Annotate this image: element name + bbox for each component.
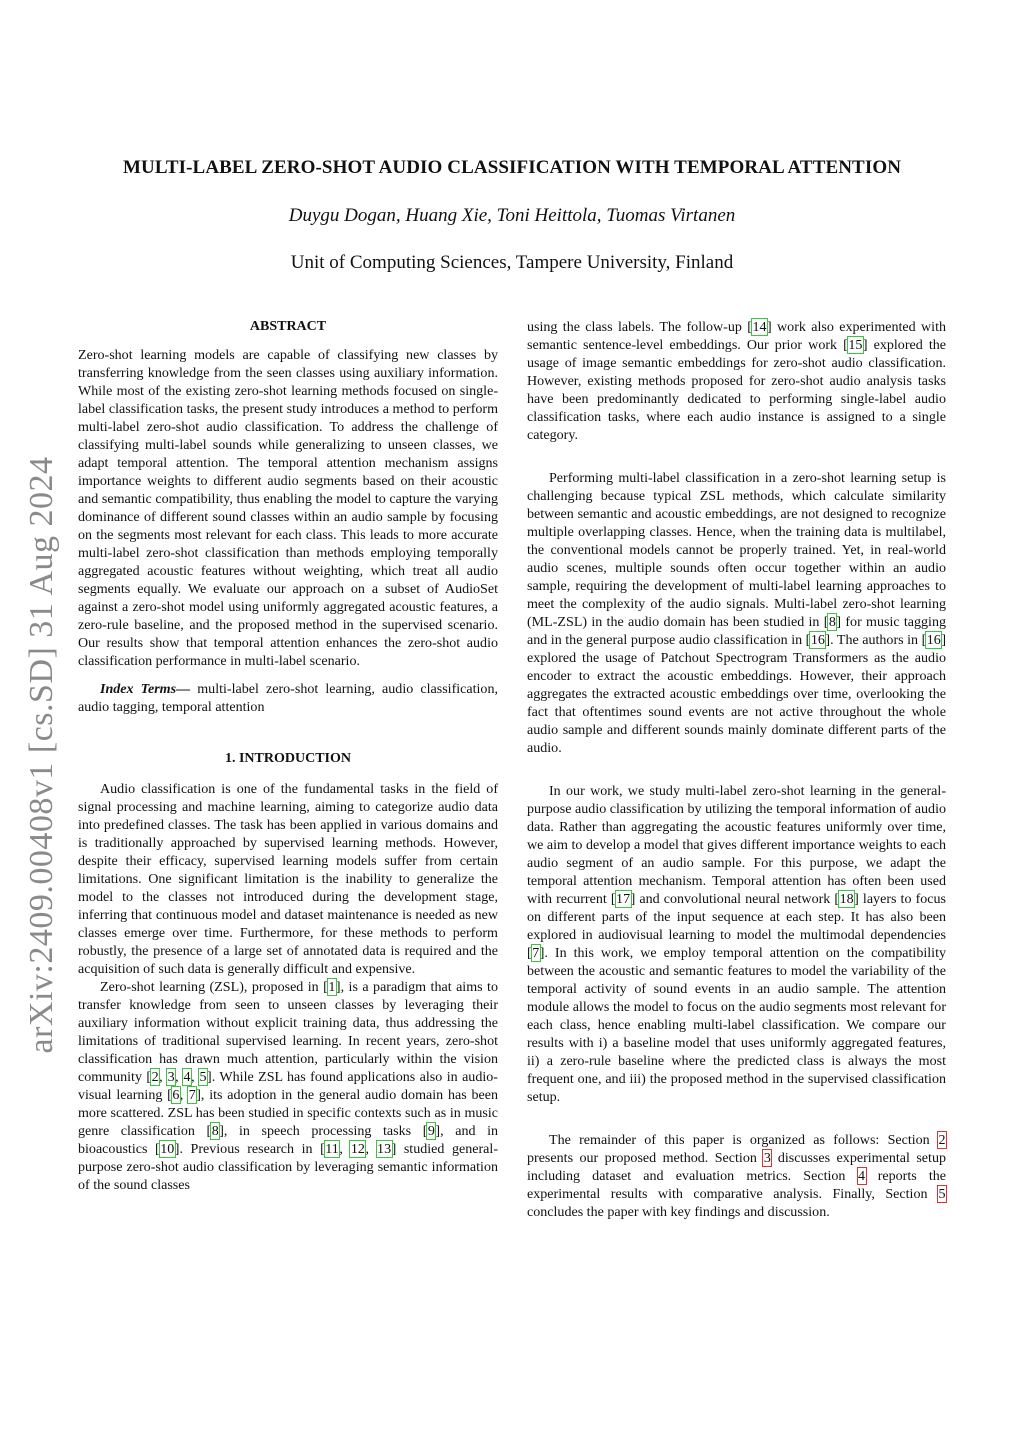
abstract-text: Zero-shot learning models are capable of classifying new classes by transferring knowledge from the seen classes using auxiliary information. While most of the existing zero-shot learning methods focused on single-label classification tasks, the present study introduces a method to perform multi-label zero-shot audio classification. To address the challenge of classifying multi-label sounds while generalizing to unseen classes, we adapt temporal attention. The temporal attention mechanism assigns importance weights to different audio segments based on their acoustic and semantic compatibility, thus enabling the model to capture the varying dominance of different sound classes within an audio sample by focusing on the segments most relevant for each class. This leads to more accurate multi-label zero-shot classification than methods employing temporally aggregated acoustic features without weighting, which treat all audio segments equally. We evaluate our approach on a subset of AudioSet against a zero-shot model using uniformly aggregated acoustic features, a zero-rule baseline, and the proposed method in the supervised scenario. Our results show that temporal attention enhances the zero-shot audio classification performance in multi-label scenario. — [78, 347, 498, 669]
citation-link[interactable]: 3 — [167, 1069, 175, 1085]
citation-link[interactable]: 18 — [839, 891, 854, 907]
arxiv-identifier-text: arXiv:2409.00408v1 [cs.SD] 31 Aug 2024 — [23, 456, 60, 1054]
paper-authors: Duygu Dogan, Huang Xie, Toni Heittola, Tuomas Virtanen — [288, 205, 736, 226]
arxiv-identifier-stamp — [12, 450, 72, 1060]
abstract-heading: ABSTRACT — [249, 319, 327, 334]
intro-paragraph-6: The remainder of this paper is organized as follows: Section 2 presents our proposed method. Section 3 discusses experimental setup including dataset and evaluation metrics. Section 4 reports the experimental results with comparative analysis. Finally, Section 5 concludes the paper with key findings and discussion. — [527, 1132, 946, 1220]
index-terms-text: multi-label zero-shot learning, audio classification, audio tagging, temporal attention — [78, 681, 498, 715]
citation-link[interactable]: 6 — [172, 1087, 180, 1103]
citation-link[interactable]: 9 — [427, 1123, 435, 1139]
section-link[interactable]: 4 — [858, 1168, 866, 1184]
citation-link[interactable]: 11 — [325, 1141, 339, 1157]
citation-link[interactable]: 16 — [926, 632, 941, 648]
citation-link[interactable]: 7 — [532, 945, 540, 961]
citation-link[interactable]: 2 — [151, 1069, 159, 1085]
citation-link[interactable]: 1 — [328, 979, 336, 995]
intro-paragraph-3: using the class labels. The follow-up [14] work also experimented with semantic sentence-level embeddings. Our prior work [15] explored the usage of image semantic embeddings for zero-shot audio classification. However, existing methods proposed for zero-shot audio analysis tasks have been predominantly dedicated to performing single-label audio classification tasks, where each audio instance is assigned to a single category. — [527, 319, 946, 443]
paper-affiliation: Unit of Computing Sciences, Tampere University, Finland — [290, 252, 734, 273]
right-column — [527, 318, 946, 1221]
citation-link[interactable]: 7 — [188, 1087, 196, 1103]
citation-link[interactable]: 8 — [828, 614, 836, 630]
intro-paragraph-4: Performing multi-label classification in a zero-shot learning setup is challenging because typical ZSL methods, which calculate similarity between semantic and acoustic embeddings, are not designed to recognize multiple overlapping classes. Hence, when the training data is multilabel, the conventional models cannot be properly trained. Yet, in real-world audio scenes, multiple sounds often occur together within an audio sample, requiring the development of multi-label learning approaches to meet the complexity of the audio signals. Multi-label zero-shot learning (ML-ZSL) in the audio domain has been studied in [8] for music tagging and in the general purpose audio classification in [16]. The authors in [16] explored the usage of Patchout Spectrogram Transformers as the audio encoder to extract the acoustic embeddings. However, their approach aggregates the extracted acoustic embeddings over time, overlooking the fact that oftentimes sound events are not active throughout the whole audio sample and different sounds mainly dominate different parts of the audio. — [527, 470, 946, 756]
citation-link[interactable]: 15 — [848, 337, 863, 353]
citation-link[interactable]: 16 — [810, 632, 825, 648]
intro-paragraph-2: Zero-shot learning (ZSL), proposed in [1], is a paradigm that aims to transfer knowledge from seen to unseen classes by leveraging their auxiliary information without explicit training data, thus addressing the limitations of traditional supervised learning. In recent years, zero-shot classification has drawn much attention, particularly within the vision community [2, 3, 4, 5]. While ZSL has found applications also in audio-visual learning [6, 7], its adoption in the general audio domain has been more scattered. ZSL has been studied in specific contexts such as in music genre classification [8], in speech processing tasks [9], and in bioacoustics [10]. Previous research in [11, 12, 13] studied general-purpose zero-shot audio classification by leveraging semantic information of the sound classes — [78, 979, 499, 1193]
introduction-heading: 1. INTRODUCTION — [224, 751, 351, 766]
section-link[interactable]: 5 — [938, 1186, 946, 1202]
paper-title: MULTI-LABEL ZERO-SHOT AUDIO CLASSIFICATION WITH TEMPORAL ATTENTION — [122, 157, 902, 178]
section-link[interactable]: 3 — [763, 1150, 771, 1166]
index-terms — [78, 680, 498, 716]
citation-link[interactable]: 4 — [183, 1069, 191, 1085]
index-terms-label: Index Terms— — [100, 681, 191, 697]
section-link[interactable]: 2 — [938, 1132, 946, 1148]
citation-link[interactable]: 13 — [377, 1141, 392, 1157]
citation-link[interactable]: 10 — [160, 1141, 175, 1157]
intro-paragraph-5: In our work, we study multi-label zero-shot learning in the general-purpose audio classification by utilizing the temporal information of audio data. Rather than aggregating the acoustic features uniformly over time, we aim to develop a model that gives different importance weights to each audio segment of an audio sample. For this purpose, we adapt the temporal attention mechanism. Temporal attention has often been used with recurrent [17] and convolutional neural network [18] layers to focus on different parts of the input sequence at each step. It has also been explored in audiovisual learning to model the multimodal dependencies [7]. In this work, we employ temporal attention on the compatibility between the acoustic and semantic features to model the variability of the temporal activity of sound events in an audio sample. The attention module allows the model to focus on the audio segments most relevant for each class, hence enabling multi-label classification. We compare our results with i) a baseline model that uses uniformly aggregated features, ii) a zero-rule baseline where the predicted class is always the most frequent one, and iii) the proposed method in the supervised classification setup. — [527, 783, 946, 1105]
citation-link[interactable]: 12 — [350, 1141, 365, 1157]
citation-link[interactable]: 17 — [616, 891, 631, 907]
citation-link[interactable]: 5 — [199, 1069, 207, 1085]
citation-link[interactable]: 14 — [752, 319, 767, 335]
intro-paragraph-1: Audio classification is one of the fundamental tasks in the field of signal processing and machine learning, aiming to categorize audio data into predefined classes. The task has been applied in various domains and is traditionally approached by supervised learning methods. However, despite their efficacy, supervised learning models suffer from certain limitations. One significant limitation is the inability to generalize the model to the classes not introduced during the development stage, inferring that continuous model and dataset maintenance is needed as new classes emerge over time. Furthermore, for these methods to perform robustly, the presence of a large set of annotated data is required and the acquisition of such data is generally difficult and expensive. — [78, 781, 498, 977]
citation-link[interactable]: 8 — [211, 1123, 219, 1139]
left-column — [78, 318, 498, 1194]
